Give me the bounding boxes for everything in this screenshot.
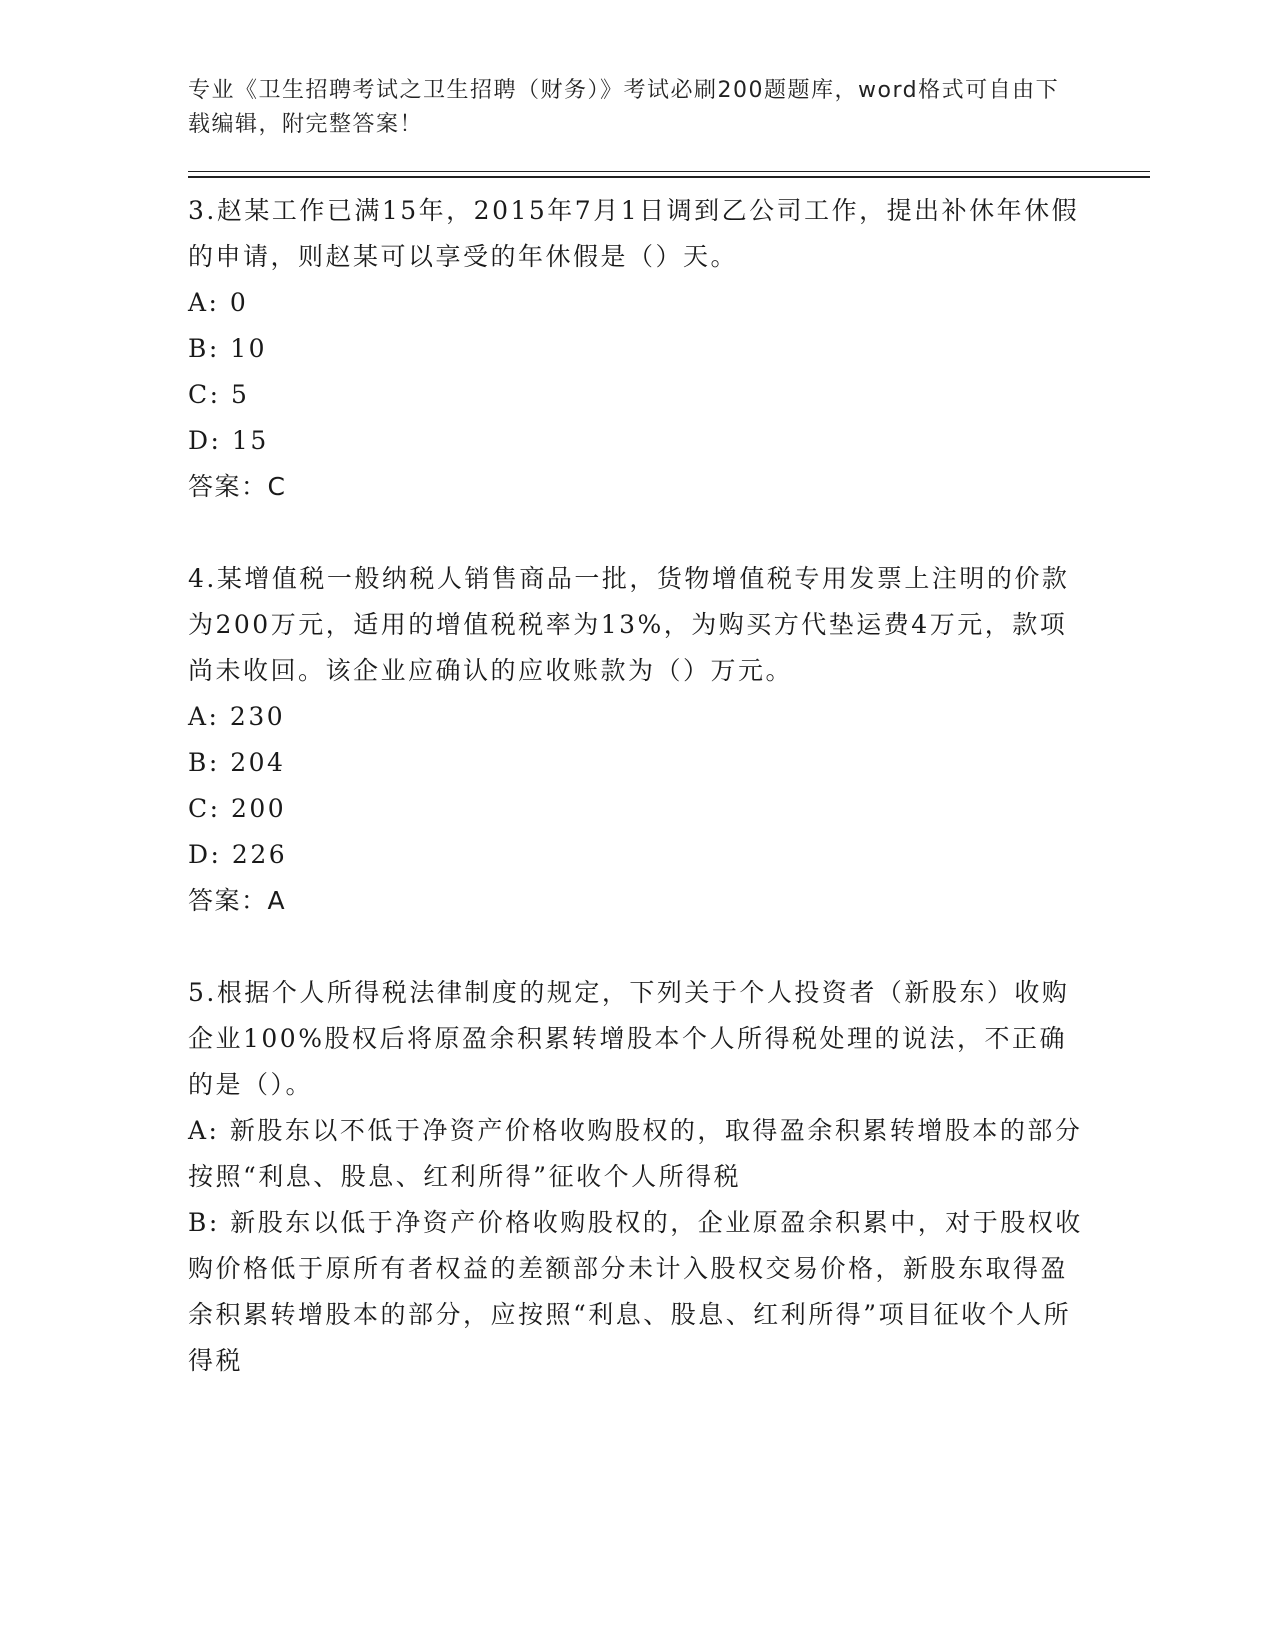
question-stem: 3.赵某工作已满15年，2015年7月1日调到乙公司工作，提出补休年休假的申请，则赵某可以享受的年休假是（）天。 [188, 196, 1080, 271]
answer-line: 答案：C [188, 472, 287, 501]
option-b: B: 204 [188, 748, 286, 777]
option-a: A: 新股东以不低于净资产价格收购股权的，取得盈余积累转增股本的部分按照“利息、股息、红利所得”征收个人所得税 [188, 1116, 1083, 1191]
option-a: A: 230 [188, 702, 286, 731]
option-b: B: 10 [188, 334, 268, 363]
option-c: C: 5 [188, 380, 250, 409]
header-rule-thin [188, 171, 1150, 172]
question-list [188, 188, 1088, 1430]
option-a: A: 0 [188, 288, 249, 317]
option-d: D: 15 [188, 426, 269, 455]
option-b: B: 新股东以低于净资产价格收购股权的，企业原盈余积累中，对于股权收购价格低于原所有者权益的差额部分未计入股权交易价格，新股东取得盈余积累转增股本的部分，应按照“利息、股息、红利所得”项目征收个人所得税 [188, 1208, 1083, 1375]
question-3 [188, 188, 1088, 510]
question-stem: 4.某增值税一般纳税人销售商品一批，货物增值税专用发票上注明的价款为200万元，适用的增值税税率为13%，为购买方代垫运费4万元，款项尚未收回。该企业应确认的应收账款为（）万元。 [188, 564, 1070, 685]
answer-line: 答案：A [188, 886, 287, 915]
option-d: D: 226 [188, 840, 288, 869]
question-stem: 5.根据个人所得税法律制度的规定，下列关于个人投资者（新股东）收购企业100%股权后将原盈余积累转增股本个人所得税处理的说法，不正确的是（）。 [188, 978, 1070, 1099]
page-header: 专业《卫生招聘考试之卫生招聘（财务）》考试必刷200题题库，word格式可自由下载编辑，附完整答案！ [188, 78, 1060, 137]
question-5 [188, 970, 1088, 1384]
option-c: C: 200 [188, 794, 287, 823]
header-rule-thick [188, 176, 1150, 178]
question-4 [188, 556, 1088, 924]
